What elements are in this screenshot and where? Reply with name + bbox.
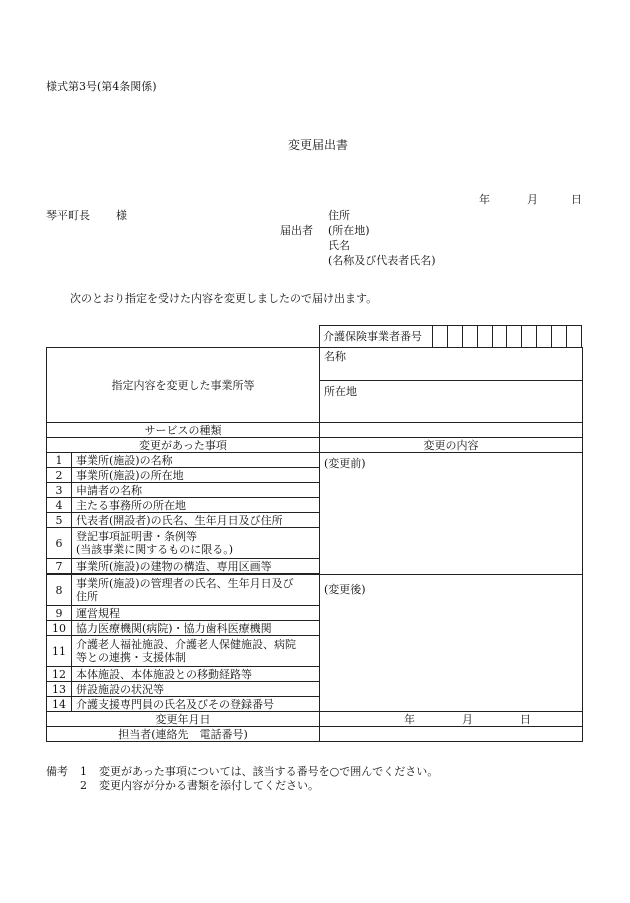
item-number[interactable]: 6 [47,528,72,559]
item-number[interactable]: 1 [47,453,72,468]
insurer-digit-box[interactable] [492,326,507,348]
item-text: 運営規程 [72,606,320,621]
item-text: 事業所(施設)の所在地 [72,468,320,483]
item-number[interactable]: 7 [47,559,72,574]
date-month-label: 月 [527,193,538,206]
change-after-field[interactable] [320,575,583,712]
item-text-line: 介護老人福祉施設、介護老人保健施設、病院 [76,638,296,651]
service-type-label: サービスの種類 [47,423,320,438]
item-text: 申請者の名称 [72,483,320,498]
change-form-table [46,347,583,742]
change-date-day: 日 [520,713,531,726]
insurer-number-label: 介護保険事業者番号 [320,326,433,348]
facility-name-field[interactable] [320,348,583,381]
name-label: 氏名 [328,239,350,252]
change-before-field[interactable] [320,453,583,575]
service-type-field[interactable] [320,423,583,438]
notes-label: 備考 [46,765,68,778]
change-date-month: 月 [462,713,473,726]
insurer-digit-box[interactable] [447,326,462,348]
insurer-digit-box[interactable] [522,326,537,348]
applicant-label: 届出者 [280,224,313,237]
form-title: 変更届出書 [288,138,349,152]
item-text: 主たる事務所の所在地 [72,498,320,513]
item-number[interactable]: 2 [47,468,72,483]
item-text: 代表者(開設者)の氏名、生年月日及び住所 [72,513,320,528]
facility-label: 指定内容を変更した事業所等 [47,348,320,423]
item-text [72,636,320,667]
note-number: 1 [80,765,87,778]
item-text: 事業所(施設)の名称 [72,453,320,468]
insurer-digit-box[interactable] [477,326,492,348]
date-day-label: 日 [571,193,582,206]
insurer-number-table [319,325,582,348]
item-text: 本体施設、本体施設との移動経路等 [72,667,320,682]
item-number[interactable]: 13 [47,682,72,697]
insurer-digit-box[interactable] [552,326,567,348]
form-number: 様式第3号(第4条関係) [46,80,157,93]
addressee-honorific: 様 [116,209,127,222]
item-text [72,528,320,559]
item-text-line: (当該事業に関するものに限る。) [76,543,234,556]
item-text [72,575,320,606]
item-number[interactable]: 5 [47,513,72,528]
item-number[interactable]: 11 [47,636,72,667]
changed-items-header: 変更があった事項 [47,438,320,453]
change-after-label: (変更後) [324,583,366,596]
change-content-header: 変更の内容 [320,438,583,453]
change-before-label: (変更前) [324,457,366,470]
note-text: 変更があった事項については、該当する番号を○で囲んでください。 [99,765,439,778]
change-date-label: 変更年月日 [47,712,320,727]
facility-location-label: 所在地 [324,385,357,398]
item-text-line: 事業所(施設)の管理者の氏名、生年月日及び [76,577,294,590]
item-text: 協力医療機関(病院)・協力歯科医療機関 [72,621,320,636]
item-number[interactable]: 3 [47,483,72,498]
facility-location-field[interactable] [320,381,583,423]
contact-label: 担当者(連絡先 電話番号) [47,727,320,742]
item-number[interactable]: 10 [47,621,72,636]
item-number[interactable]: 8 [47,575,72,606]
item-text-line: 登記事項証明書・条例等 [76,530,197,543]
facility-name-label: 名称 [324,350,346,363]
addressee: 琴平町長 [46,209,90,222]
date-year-label: 年 [479,193,490,206]
insurer-digit-box[interactable] [462,326,477,348]
item-number[interactable]: 14 [47,697,72,712]
insurer-digit-box[interactable] [433,326,448,348]
item-number[interactable]: 9 [47,606,72,621]
insurer-digit-box[interactable] [537,326,552,348]
address-sub-label: (所在地) [328,224,370,237]
name-sub-label: (名称及び代表者氏名) [328,254,436,267]
item-number[interactable]: 12 [47,667,72,682]
item-number[interactable]: 4 [47,498,72,513]
insurer-digit-box[interactable] [507,326,522,348]
change-date-field[interactable] [320,712,583,727]
contact-field[interactable] [320,727,583,742]
item-text-line: 住所 [76,590,98,603]
item-text: 介護支援専門員の氏名及びその登録番号 [72,697,320,712]
note-number: 2 [80,779,87,792]
change-date-year: 年 [404,713,415,726]
address-label: 住所 [328,209,350,222]
item-text-line: 等との連携・支援体制 [76,651,186,664]
item-text: 併設施設の状況等 [72,682,320,697]
insurer-digit-box[interactable] [567,326,582,348]
intro-text: 次のとおり指定を受けた内容を変更しましたので届け出ます。 [70,292,378,305]
note-text: 変更内容が分かる書類を添付してください。 [99,779,319,792]
item-text: 事業所(施設)の建物の構造、専用区画等 [72,559,320,574]
